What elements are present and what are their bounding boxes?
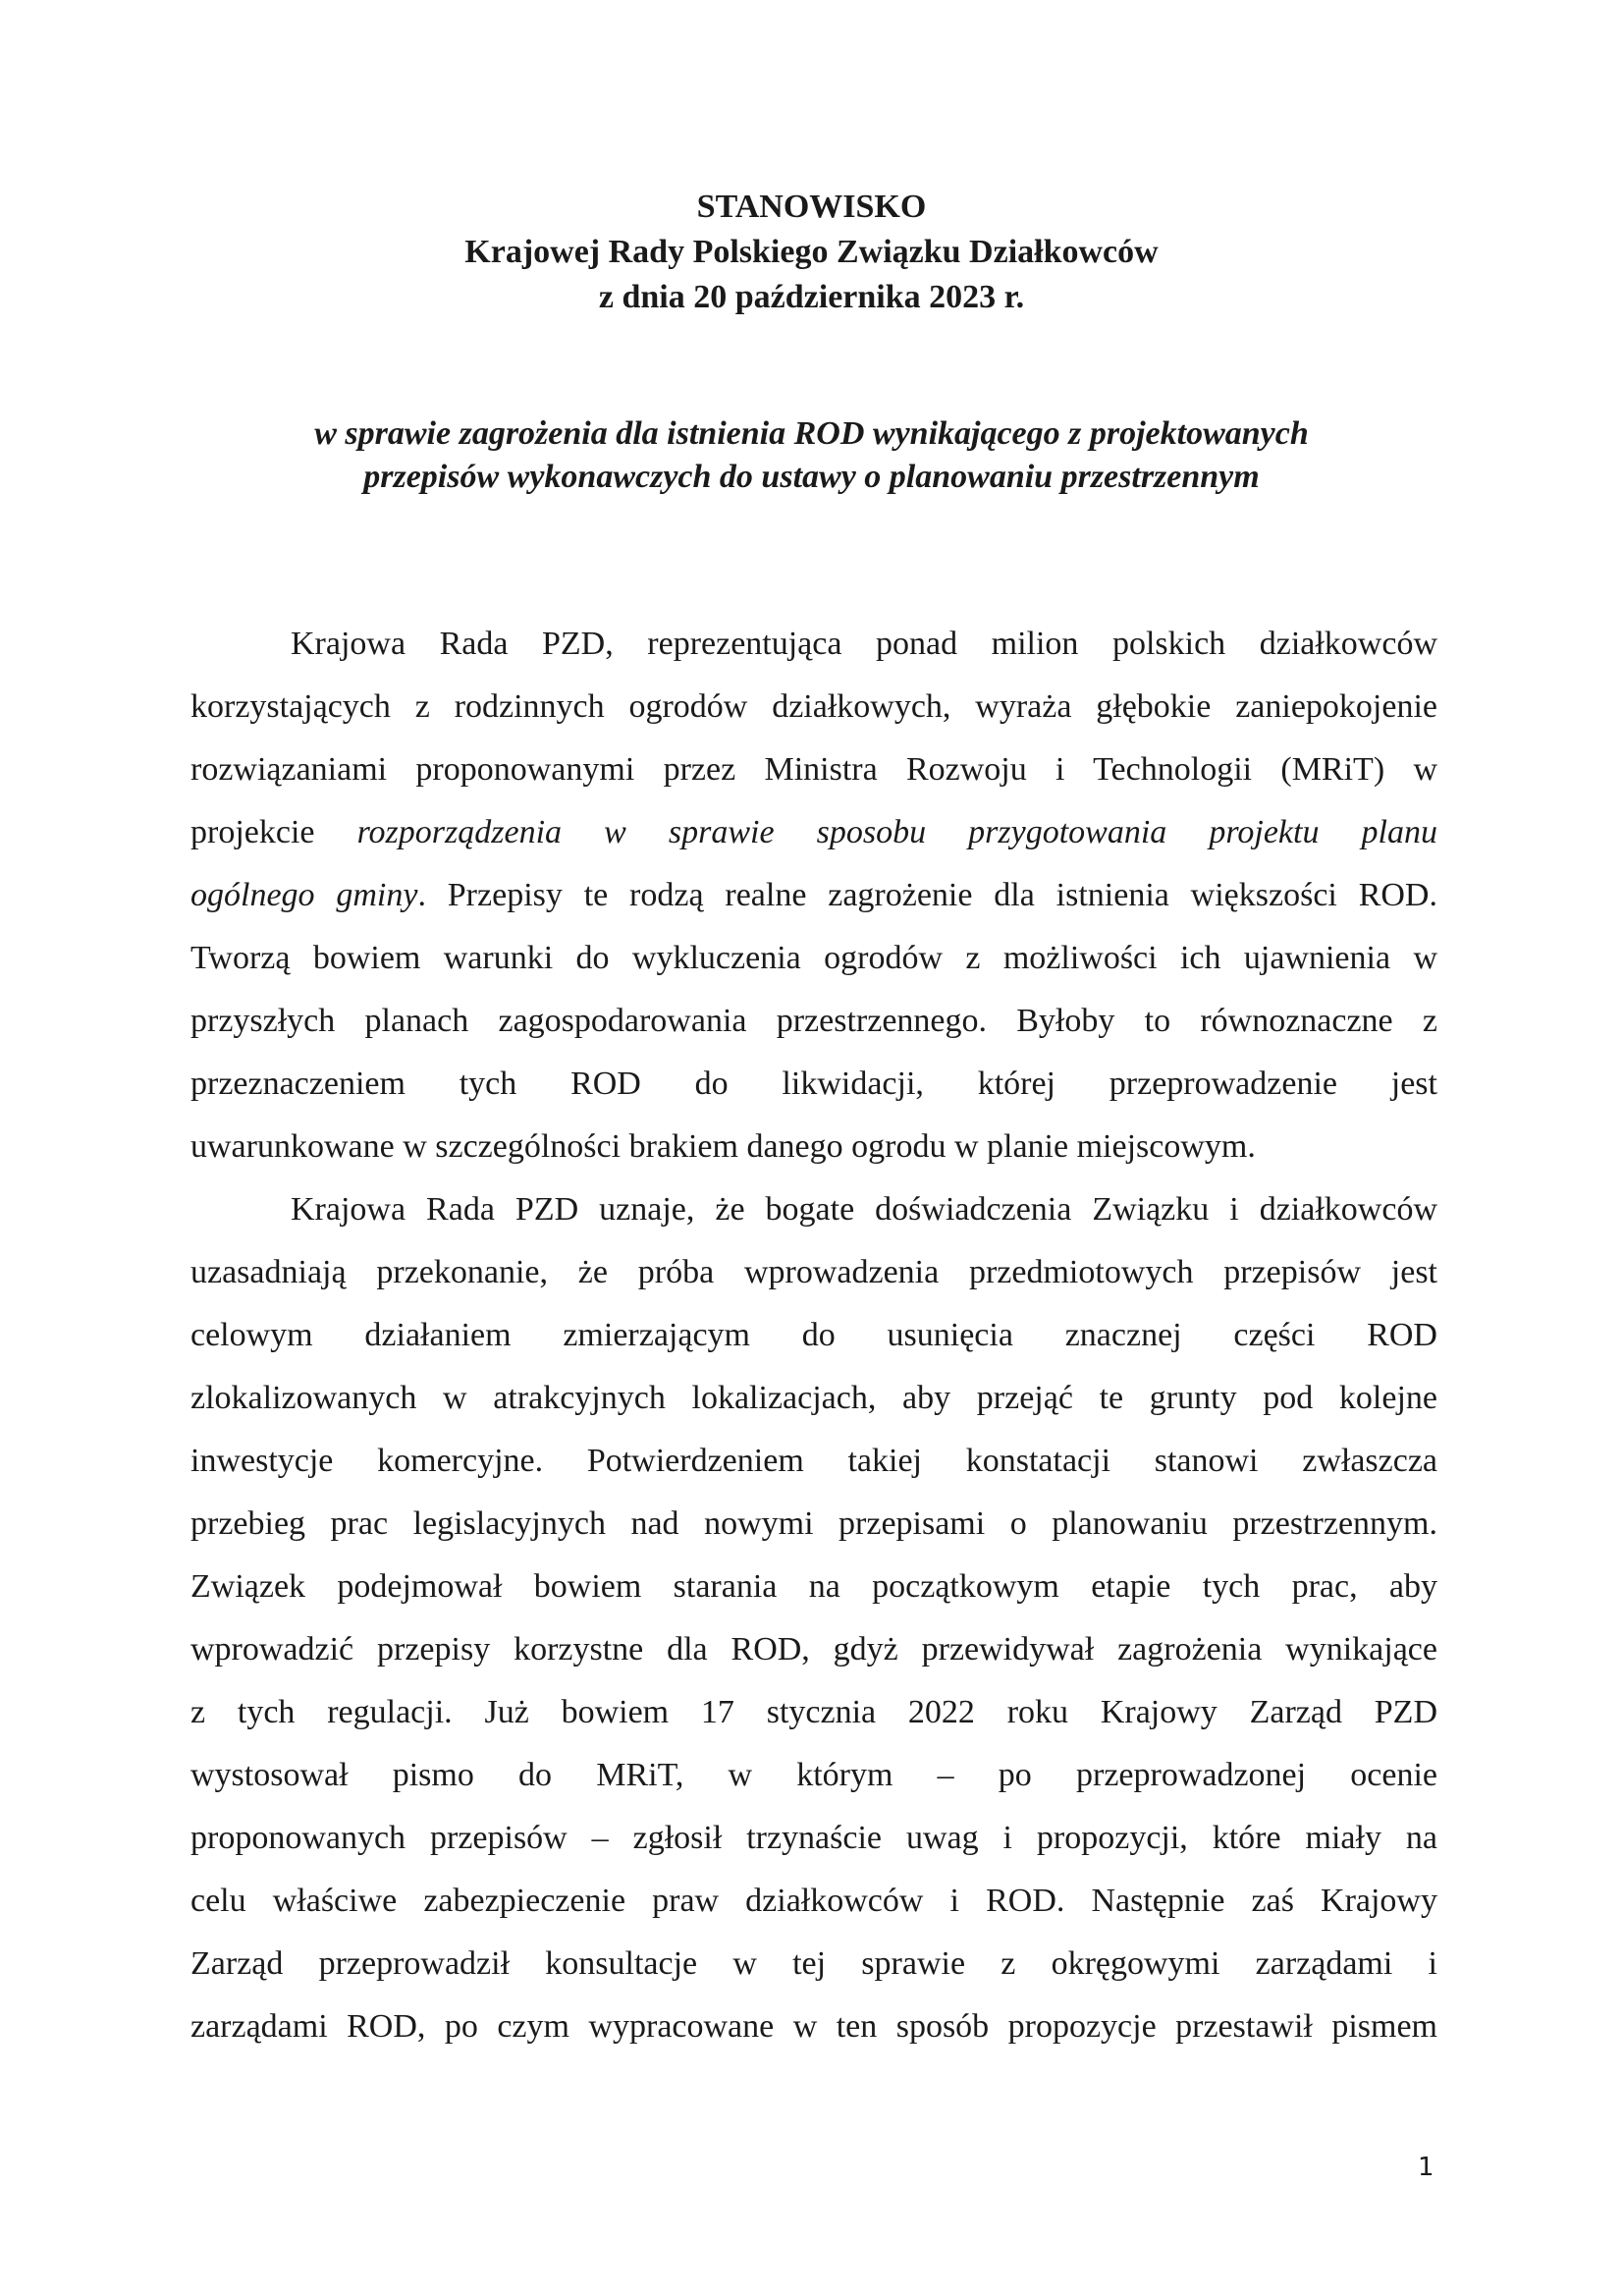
text-segment: uzasadniają przekonanie, że próba wprowadzenia przedmiotowych przepisów jest <box>190 1254 1437 1290</box>
text-segment: proponowanych przepisów – zgłosił trzynaście uwag i propozycji, które miały na <box>190 1820 1437 1856</box>
text-line <box>190 1178 1437 1241</box>
text-segment: uwarunkowane w szczególności brakiem danego ogrodu w planie miejscowym. <box>190 1128 1256 1165</box>
document-title: STANOWISKO <box>696 189 927 225</box>
text-segment: z tych regulacji. Już bowiem 17 stycznia 2022 roku Krajowy Zarząd PZD <box>190 1694 1437 1730</box>
document-date: z dnia 20 października 2023 r. <box>598 279 1025 315</box>
text-segment: celowym działaniem zmierzającym do usunięcia znacznej części ROD <box>190 1317 1437 1353</box>
document-subject <box>0 412 1623 499</box>
text-segment: wprowadzić przepisy korzystne dla ROD, gdyż przewidywał zagrożenia wynikające <box>190 1631 1437 1667</box>
paragraph <box>190 613 1437 1178</box>
text-line <box>190 864 1437 927</box>
document-header <box>0 185 1623 320</box>
text-line <box>190 1807 1437 1870</box>
text-segment: zlokalizowanych w atrakcyjnych lokalizacjach, aby przejąć te grunty pod kolejne <box>190 1380 1437 1416</box>
text-line <box>190 613 1437 676</box>
text-line <box>190 1304 1437 1367</box>
text-segment: Związek podejmował bowiem starania na początkowym etapie tych prac, aby <box>190 1568 1437 1605</box>
text-segment: zarządami ROD, po czym wypracowane w ten sposób propozycje przestawił pismem <box>190 2008 1437 2045</box>
text-segment: . Przepisy te rodzą realne zagrożenie dla istnienia większości ROD. <box>417 877 1437 913</box>
text-line <box>190 1681 1437 1744</box>
text-line <box>190 1870 1437 1933</box>
text-line <box>190 1556 1437 1618</box>
subject-line-1: w sprawie zagrożenia dla istnienia ROD wynikającego z projektowanych <box>314 415 1309 452</box>
text-segment: przebieg prac legislacyjnych nad nowymi przepisami o planowaniu przestrzennym. <box>190 1505 1437 1542</box>
page-number: 1 <box>1418 2153 1434 2182</box>
text-line <box>190 1367 1437 1430</box>
document-body <box>190 613 1437 2058</box>
text-line <box>190 1618 1437 1681</box>
text-line <box>190 1053 1437 1116</box>
text-segment: Zarząd przeprowadził konsultacje w tej sprawie z okręgowymi zarządami i <box>190 1945 1437 1982</box>
text-segment: celu właściwe zabezpieczenie praw działkowców i ROD. Następnie zaś Krajowy <box>190 1883 1437 1919</box>
subject-line-2: przepisów wykonawczych do ustawy o planowaniu przestrzennym <box>363 459 1260 495</box>
italic-text: rozporządzenia w sprawie sposobu przygotowania projektu planu <box>356 814 1437 850</box>
text-segment: Krajowa Rada PZD, reprezentująca ponad milion polskich działkowców <box>291 626 1437 662</box>
text-line <box>190 1933 1437 1995</box>
text-segment: projekcie <box>190 814 357 850</box>
text-line <box>190 676 1437 738</box>
text-line <box>190 927 1437 990</box>
text-line <box>190 1493 1437 1556</box>
issuing-body: Krajowej Rady Polskiego Związku Działkowców <box>464 234 1159 270</box>
text-segment: przyszłych planach zagospodarowania przestrzennego. Byłoby to równoznaczne z <box>190 1003 1437 1039</box>
text-segment: korzystających z rodzinnych ogrodów działkowych, wyraża głębokie zaniepokojenie <box>190 688 1437 725</box>
text-line <box>190 1995 1437 2058</box>
paragraph <box>190 1178 1437 2058</box>
text-segment: Tworzą bowiem warunki do wykluczenia ogrodów z możliwości ich ujawnienia w <box>190 940 1437 976</box>
italic-text: ogólnego gminy <box>190 877 418 913</box>
text-segment: wystosował pismo do MRiT, w którym – po przeprowadzonej ocenie <box>190 1757 1437 1793</box>
text-line <box>190 1116 1437 1178</box>
text-segment: przeznaczeniem tych ROD do likwidacji, której przeprowadzenie jest <box>190 1066 1437 1102</box>
text-segment: Krajowa Rada PZD uznaje, że bogate doświadczenia Związku i działkowców <box>291 1191 1437 1228</box>
text-line <box>190 801 1437 864</box>
text-segment: inwestycje komercyjne. Potwierdzeniem takiej konstatacji stanowi zwłaszcza <box>190 1443 1437 1479</box>
text-line <box>190 1430 1437 1493</box>
text-line <box>190 1744 1437 1807</box>
text-line <box>190 738 1437 801</box>
text-line <box>190 1241 1437 1304</box>
text-line <box>190 990 1437 1053</box>
text-segment: rozwiązaniami proponowanymi przez Ministra Rozwoju i Technologii (MRiT) w <box>190 751 1437 788</box>
